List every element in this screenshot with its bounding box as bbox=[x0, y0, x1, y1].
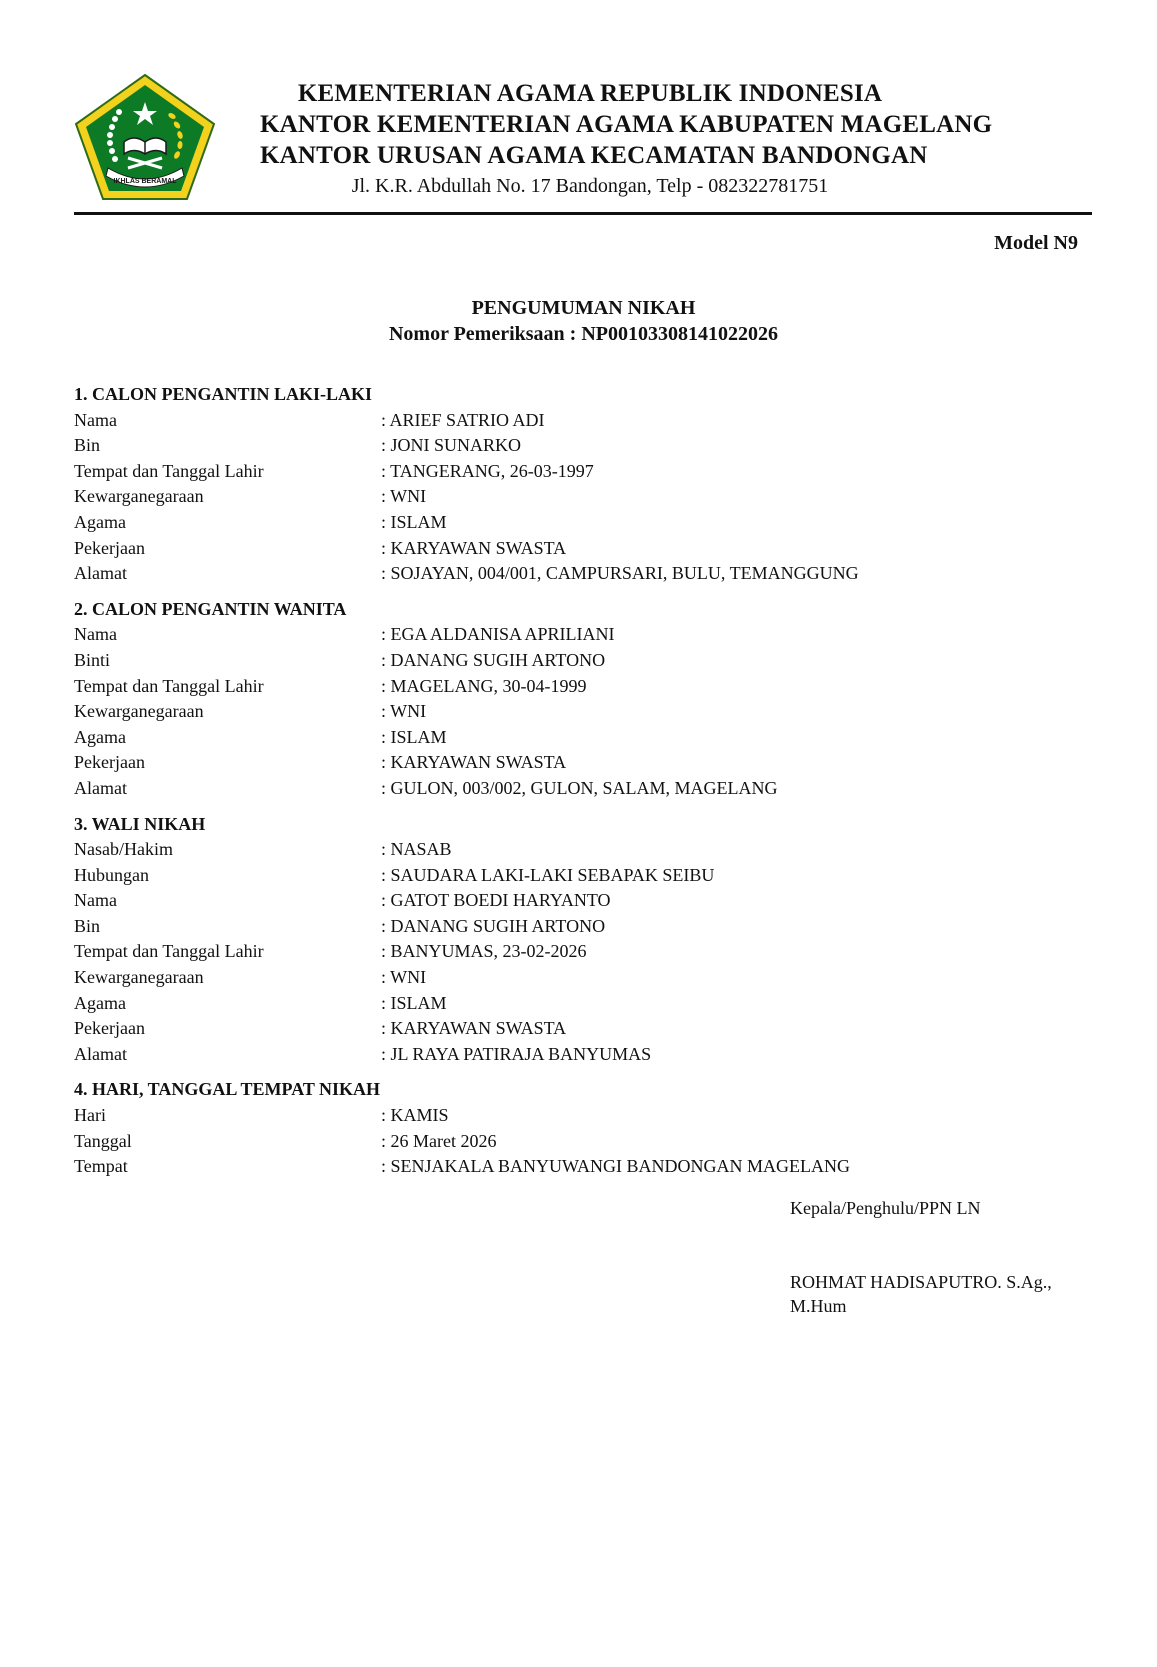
field-value: : DANANG SUGIH ARTONO bbox=[381, 649, 606, 670]
field-label: Hari bbox=[74, 1105, 106, 1126]
field-label: Pekerjaan bbox=[74, 1018, 145, 1039]
examination-number: Nomor Pemeriksaan : NP00103308141022026 bbox=[388, 323, 779, 345]
field-value: : WNI bbox=[381, 967, 427, 988]
field-row bbox=[74, 914, 1084, 940]
field-label: Bin bbox=[74, 435, 101, 456]
field-label: Agama bbox=[74, 511, 126, 532]
letterhead-district-office: KANTOR URUSAN AGAMA KECAMATAN BANDONGAN bbox=[260, 142, 928, 169]
field-value: : KARYAWAN SWASTA bbox=[381, 1018, 567, 1039]
field-label: Bin bbox=[74, 915, 101, 936]
field-value: : ISLAM bbox=[381, 511, 447, 532]
field-value: : SAUDARA LAKI-LAKI SEBAPAK SEIBU bbox=[381, 864, 715, 885]
field-row bbox=[74, 433, 1084, 459]
field-value: : DANANG SUGIH ARTONO bbox=[381, 915, 606, 936]
field-label: Agama bbox=[74, 726, 126, 747]
field-label: Nasab/Hakim bbox=[74, 839, 173, 860]
field-value: : ISLAM bbox=[381, 992, 447, 1013]
field-row bbox=[74, 725, 1084, 751]
field-label: Tanggal bbox=[74, 1130, 132, 1151]
letterhead-ministry: KEMENTERIAN AGAMA REPUBLIK INDONESIA bbox=[297, 80, 883, 107]
field-value: : ISLAM bbox=[381, 726, 447, 747]
emblem-motto: IKHLAS BERAMAL bbox=[113, 178, 177, 185]
field-row bbox=[74, 837, 1084, 863]
field-row bbox=[74, 674, 1084, 700]
section-wedding-schedule bbox=[74, 1077, 1084, 1179]
field-row bbox=[74, 1129, 1084, 1155]
field-label: Tempat bbox=[74, 1156, 128, 1177]
document-title-block bbox=[0, 296, 1157, 347]
section-title: 4. HARI, TANGGAL TEMPAT NIKAH bbox=[74, 1079, 381, 1100]
field-row bbox=[74, 1016, 1084, 1042]
signature-block bbox=[790, 1196, 1090, 1318]
field-row bbox=[74, 622, 1084, 648]
section-title: 1. CALON PENGANTIN LAKI-LAKI bbox=[74, 384, 373, 404]
kementerian-agama-emblem-icon bbox=[72, 72, 218, 202]
signatory-title: M.Hum bbox=[790, 1296, 847, 1316]
field-label: Nama bbox=[74, 890, 117, 911]
field-row bbox=[74, 1103, 1084, 1129]
field-label: Kewarganegaraan bbox=[74, 486, 204, 507]
field-row bbox=[74, 561, 1084, 587]
announcement-content bbox=[74, 382, 1084, 1190]
field-row bbox=[74, 888, 1084, 914]
letterhead-address: Jl. K.R. Abdullah No. 17 Bandongan, Telp - 082322781751 bbox=[351, 175, 829, 197]
field-value: : ARIEF SATRIO ADI bbox=[381, 409, 545, 430]
field-value: : GATOT BOEDI HARYANTO bbox=[381, 890, 611, 911]
field-label: Nama bbox=[74, 624, 117, 645]
field-row bbox=[74, 965, 1084, 991]
field-label: Hubungan bbox=[74, 864, 149, 885]
field-label: Alamat bbox=[74, 777, 127, 798]
field-row bbox=[74, 1154, 1084, 1180]
field-value: : SENJAKALA BANYUWANGI BANDONGAN MAGELANG bbox=[381, 1156, 850, 1177]
letterhead bbox=[260, 78, 993, 199]
field-value: : KARYAWAN SWASTA bbox=[381, 752, 567, 773]
field-value: : SOJAYAN, 004/001, CAMPURSARI, BULU, TEMANGGUNG bbox=[381, 563, 859, 584]
field-value: : BANYUMAS, 23-02-2026 bbox=[381, 941, 587, 962]
field-label: Agama bbox=[74, 992, 126, 1013]
section-title: 2. CALON PENGANTIN WANITA bbox=[74, 598, 347, 619]
field-value: : 26 Maret 2026 bbox=[381, 1130, 497, 1151]
field-value: : NASAB bbox=[381, 839, 452, 860]
field-value: : EGA ALDANISA APRILIANI bbox=[381, 624, 615, 645]
section-guardian bbox=[74, 812, 1084, 1068]
document-title: PENGUMUMAN NIKAH bbox=[471, 297, 696, 319]
field-row bbox=[74, 510, 1084, 536]
field-label: Alamat bbox=[74, 563, 127, 584]
field-label: Nama bbox=[74, 409, 117, 430]
field-value: : KAMIS bbox=[381, 1105, 449, 1126]
letterhead-regency-office: KANTOR KEMENTERIAN AGAMA KABUPATEN MAGELANG bbox=[260, 111, 993, 138]
field-label: Tempat dan Tanggal Lahir bbox=[74, 941, 264, 962]
field-label: Binti bbox=[74, 649, 111, 670]
field-row bbox=[74, 536, 1084, 562]
section-title: 3. WALI NIKAH bbox=[74, 813, 206, 834]
signatory-name: ROHMAT HADISAPUTRO. S.Ag., bbox=[790, 1272, 1052, 1292]
field-value: : WNI bbox=[381, 486, 427, 507]
field-value: : TANGERANG, 26-03-1997 bbox=[381, 460, 594, 481]
field-value: : JL RAYA PATIRAJA BANYUMAS bbox=[381, 1043, 652, 1064]
field-row bbox=[74, 750, 1084, 776]
field-value: : GULON, 003/002, GULON, SALAM, MAGELANG bbox=[381, 777, 778, 798]
field-row bbox=[74, 699, 1084, 725]
field-label: Kewarganegaraan bbox=[74, 701, 204, 722]
field-row bbox=[74, 484, 1084, 510]
field-value: : WNI bbox=[381, 701, 427, 722]
field-value: : JONI SUNARKO bbox=[381, 435, 522, 456]
field-label: Alamat bbox=[74, 1043, 127, 1064]
section-groom bbox=[74, 382, 1084, 587]
field-row bbox=[74, 939, 1084, 965]
field-label: Pekerjaan bbox=[74, 537, 145, 558]
field-row bbox=[74, 991, 1084, 1017]
field-row bbox=[74, 863, 1084, 889]
field-row bbox=[74, 1042, 1084, 1068]
section-bride bbox=[74, 597, 1084, 802]
field-row bbox=[74, 648, 1084, 674]
field-value: : KARYAWAN SWASTA bbox=[381, 537, 567, 558]
field-row bbox=[74, 408, 1084, 434]
field-label: Kewarganegaraan bbox=[74, 967, 204, 988]
field-row bbox=[74, 459, 1084, 485]
field-label: Tempat dan Tanggal Lahir bbox=[74, 460, 264, 481]
form-model-label: Model N9 bbox=[994, 232, 1078, 254]
field-label: Pekerjaan bbox=[74, 752, 145, 773]
field-label: Tempat dan Tanggal Lahir bbox=[74, 675, 264, 696]
signatory-role: Kepala/Penghulu/PPN LN bbox=[790, 1198, 981, 1218]
letterhead-divider bbox=[74, 212, 1092, 215]
field-value: : MAGELANG, 30-04-1999 bbox=[381, 675, 587, 696]
field-row bbox=[74, 776, 1084, 802]
